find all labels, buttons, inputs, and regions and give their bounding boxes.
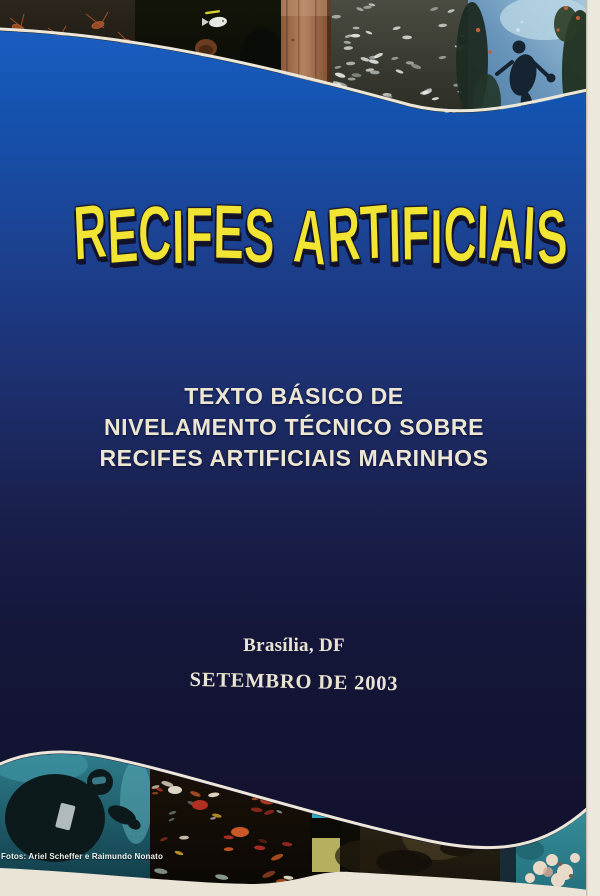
subtitle-line-2: NIVELAMENTO TÉCNICO SOBRE [103, 414, 485, 440]
publication-place: Brasília, DF [243, 635, 345, 656]
photo-credit: Fotos: Ariel Scheffer e Raimundo Nonato [1, 852, 164, 861]
publication-date: SETEMBRO DE 2003 [189, 668, 399, 696]
cover-title: RECIFES ARTIFICIAIS [71, 187, 569, 283]
cover-subtitle [0, 381, 588, 474]
scan-edge-strip [586, 0, 600, 896]
subtitle-line-3: RECIFES ARTIFICIAIS MARINHOS [99, 445, 489, 471]
subtitle-line-1: TEXTO BÁSICO DE [184, 383, 404, 409]
